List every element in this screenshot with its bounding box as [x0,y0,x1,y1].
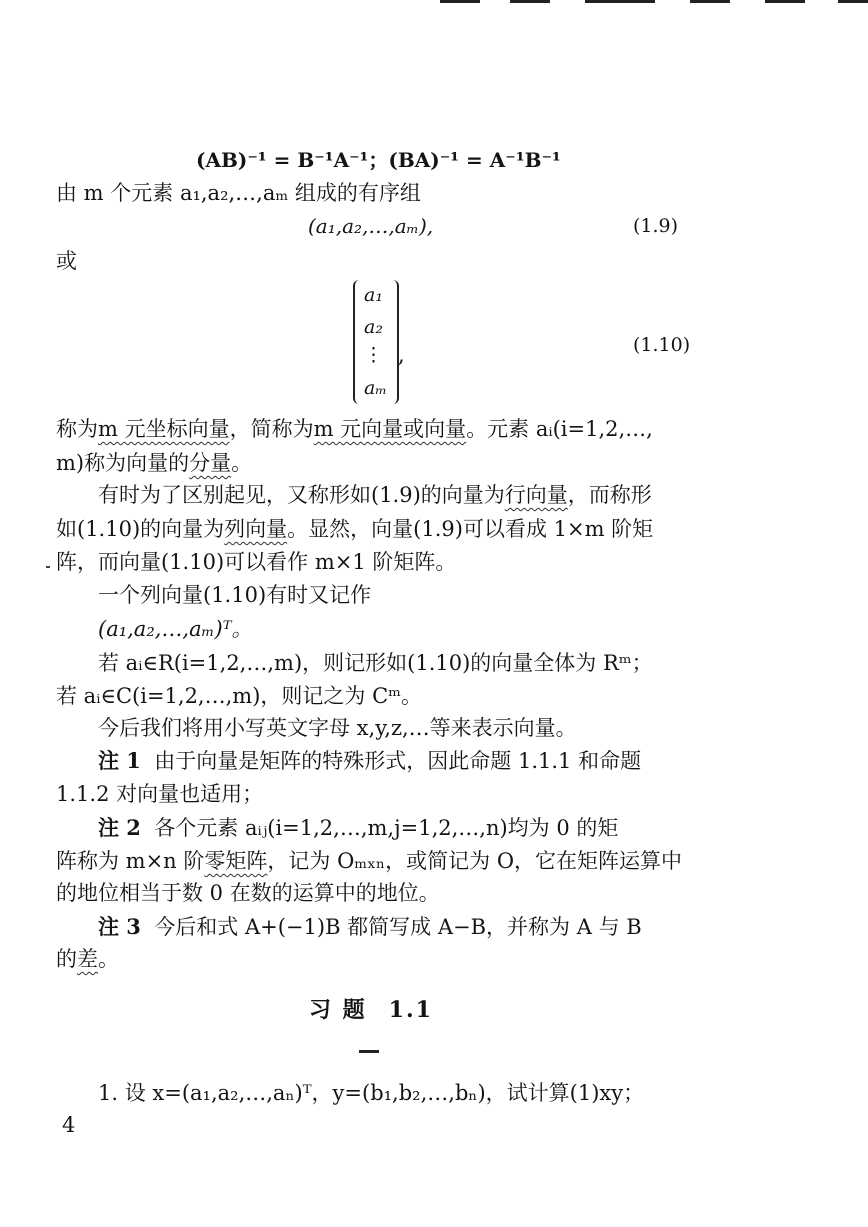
text-or: 或 [56,249,77,273]
paragraph-row-col-line-1 [98,480,652,510]
text-span: 如(1.10)的向量为 [56,517,225,541]
column-vector-comma: , [398,343,405,367]
text-lowercase-letters: 今后我们将用小写英文字母 x,y,z,…等来表示向量。 [98,716,577,740]
text-span: 。 [98,947,119,971]
note-3-line-1 [98,912,642,942]
text-complex-space: 若 aᵢ∈C(i=1,2,…,m)，则记之为 Cᵐ。 [56,684,423,708]
text-span: 的 [56,947,77,971]
page-number: 4 [62,1113,76,1137]
text-span: ，记为 Oₘₓₙ，或简记为 O，它在矩阵运算中 [267,849,683,873]
equation-number-1-10: (1.10) [633,334,691,356]
note-1-line-2: 1.1.2 对向量也适用； [56,782,264,806]
text-span: ，简称为 [229,417,314,441]
text-span: 有时为了区别起见，又称形如(1.9)的向量为 [98,483,505,507]
note-3-line-2 [56,944,119,974]
section-mark-one [359,1050,379,1053]
matrix-entry: ⋮ [364,344,383,366]
exercise-heading-number: 1.1 [388,997,433,1023]
text-span: 今后和式 A+(−1)B 都简写成 A−B，并称为 A 与 B [154,915,642,939]
top-rule [440,0,480,3]
top-rule [690,0,730,3]
matrix-entry: aₘ [364,377,387,399]
formula-transpose: (a₁,a₂,…,aₘ)ᵀ。 [98,617,253,641]
top-rule [585,0,655,3]
text-real-space: 若 aᵢ∈R(i=1,2,…,m)，则记形如(1.10)的向量全体为 Rᵐ； [98,651,653,675]
note-2-line-2 [56,846,682,876]
text-span: 由于向量是矩阵的特殊形式，因此命题 1.1.1 和命题 [154,749,642,773]
note-2-line-3: 的地位相当于数 0 在数的运算中的地位。 [56,881,440,905]
term-component: 分量 [189,451,232,475]
top-rule [838,0,868,3]
scan-mark [46,566,50,568]
text-span: 。显然，向量(1.9)可以看成 1×m 阶矩 [287,517,654,541]
term-difference: 差 [77,947,98,971]
text-ordered-group: 由 m 个元素 a₁,a₂,…,aₘ 组成的有序组 [56,181,421,205]
exercise-heading-title: 习 题 [309,997,367,1023]
term-m-coordinate-vector: m 元坐标向量 [98,417,230,441]
note-1-label: 注 1 [98,748,141,773]
text-span: ，而称形 [567,483,652,507]
matrix-entry: a₁ [364,284,383,306]
text-span: m)称为向量的 [56,451,190,475]
matrix-entry: a₂ [364,316,383,338]
note-2-label: 注 2 [98,815,141,840]
exercise-1: 1. 设 x=(a₁,a₂,…,aₙ)ᵀ，y=(b₁,b₂,…,bₙ)，试计算(1)xy； [98,1081,645,1105]
term-column-vector: 列向量 [224,517,288,541]
text-span: 称为 [56,417,98,441]
column-vector-matrix [353,280,399,404]
term-m-vector: m 元向量或向量 [313,417,467,441]
term-zero-matrix: 零矩阵 [204,849,268,873]
text-span: 。元素 aᵢ(i=1,2,…, [466,417,653,441]
formula-inverse: (AB)⁻¹ = B⁻¹A⁻¹；(BA)⁻¹ = A⁻¹B⁻¹ [196,148,561,172]
definition-line-2 [56,448,252,478]
note-1-line-1 [98,746,641,776]
top-rule [765,0,805,3]
text-span: 各个元素 aᵢⱼ(i=1,2,…,m,j=1,2,…,n)均为 0 的矩 [154,816,619,840]
equation-number-1-9: (1.9) [633,215,679,237]
note-3-label: 注 3 [98,914,141,939]
text-span: 阵称为 m×n 阶 [56,849,205,873]
text-span: 。 [231,451,253,475]
exercise-heading [309,993,433,1024]
text-column-vector-note: 一个列向量(1.10)有时又记作 [98,583,372,607]
note-2-line-1 [98,813,618,843]
term-row-vector: 行向量 [504,483,568,507]
definition-line-1 [56,414,653,444]
formula-row-vector: (a₁,a₂,…,aₘ), [308,214,434,238]
paragraph-row-col-line-2 [56,514,653,544]
paragraph-row-col-line-3: 阵，而向量(1.10)可以看作 m×1 阶矩阵。 [56,550,457,574]
top-rule [510,0,550,3]
